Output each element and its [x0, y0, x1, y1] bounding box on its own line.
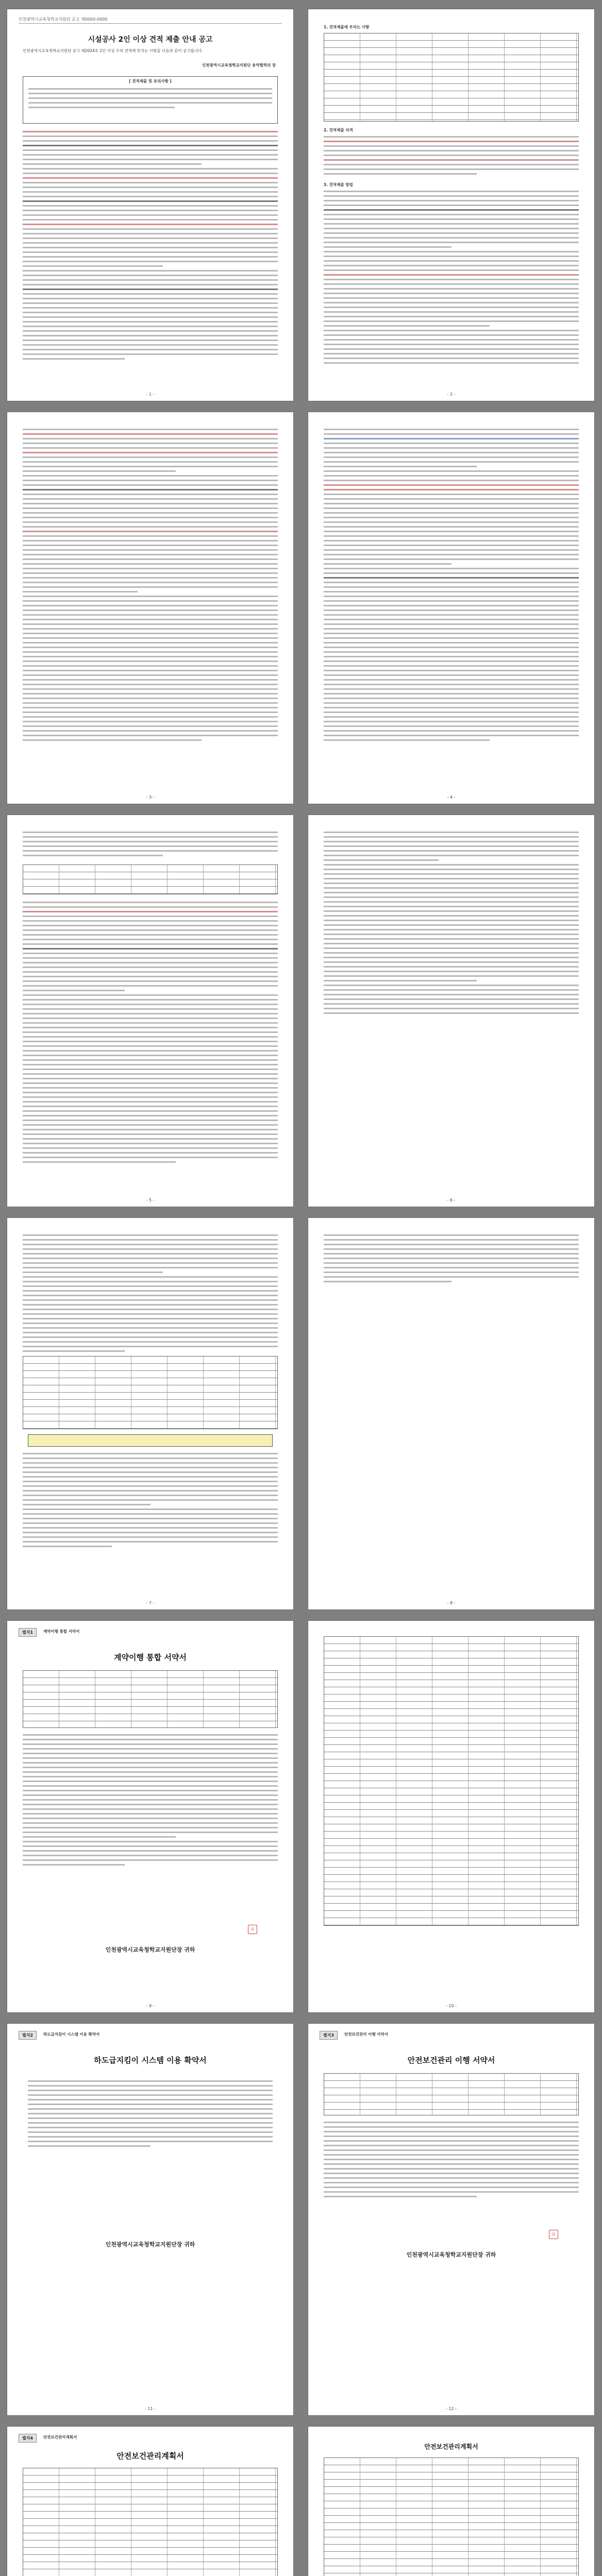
page-3: [7, 412, 293, 804]
form-title: 안전보건관리계획서: [424, 2443, 478, 2450]
body-text: [23, 429, 278, 744]
form-table: [23, 2468, 278, 2576]
form-page-6: [308, 2427, 594, 2576]
intro-text: 인천광역시교육청학교지원단 공고 제2024호 2인 이상 수의 견적에 부치는 사항을 다음과 같이 공고합니다.: [23, 48, 203, 53]
form-table: [324, 1636, 579, 1926]
form-title: 계약이행 통합 서약서: [114, 1653, 187, 1662]
form-label: 하도급지킴이 시스템 이용 확약서: [43, 2032, 100, 2037]
form-body: [23, 1734, 278, 1869]
body-text: [324, 832, 579, 1017]
page-number: - 8 -: [447, 1601, 456, 1605]
form-title: 안전보건관리 이행 서약서: [407, 2056, 495, 2065]
body-text: [23, 902, 278, 1166]
page-number: - 3 -: [146, 795, 155, 800]
body-text: [324, 191, 579, 367]
page-4: [308, 412, 594, 804]
page-number: - 6 -: [447, 1198, 456, 1202]
notice-box: [23, 76, 278, 124]
body-text: [324, 136, 579, 178]
form-body: [324, 2122, 579, 2200]
body-text: [324, 429, 579, 744]
form-label: 안전보건관리 이행 서약서: [344, 2032, 388, 2037]
penalty-table: [23, 865, 278, 894]
form-tag: 별지3: [320, 2031, 338, 2040]
page-number: - 1 -: [146, 392, 155, 397]
form-page-4: [308, 2024, 594, 2415]
page-number: - 9 -: [146, 2004, 155, 2008]
page-7: [7, 1218, 293, 1609]
form-addressee: 인천광역시교육청학교지원단장 귀하: [105, 1946, 195, 1953]
integrity-table: [23, 1356, 278, 1429]
body-text: [324, 1234, 579, 1285]
body-text: [23, 1453, 278, 1550]
form-addressee: 인천광역시교육청학교지원단장 귀하: [105, 2241, 195, 2248]
highlight-box: [28, 1434, 273, 1447]
page-number: - 11 -: [144, 2406, 156, 2411]
body-text: [23, 832, 278, 859]
form-label: 계약이행 통합 서약서: [43, 1629, 80, 1634]
page-5: [7, 815, 293, 1207]
page-number: - 5 -: [146, 1198, 155, 1202]
seal-mark: 印: [549, 2230, 558, 2239]
body-text: [23, 1234, 278, 1355]
form-tag: 별지2: [19, 2031, 37, 2040]
page-8: [308, 1218, 594, 1609]
section-heading: 2. 견적제출 자격: [324, 128, 353, 132]
page-number: - 7 -: [146, 1601, 155, 1605]
page-number: - 4 -: [447, 795, 456, 800]
notice-box-title: [ 견적제출 및 유의사항 ]: [129, 79, 172, 83]
form-tag: 별지4: [19, 2434, 37, 2443]
page-number: - 12 -: [445, 2406, 457, 2411]
section-heading: 1. 견적제출에 부치는 사항: [324, 25, 370, 29]
form-page-1: [7, 1621, 293, 2012]
body-text: [23, 131, 278, 363]
info-table: [324, 33, 579, 122]
form-title: 하도급지킴이 시스템 이용 확약서: [94, 2056, 207, 2065]
section-heading: 3. 견적제출 방법: [324, 182, 353, 187]
page-number: - 2 -: [447, 392, 456, 397]
form-table: [324, 2458, 579, 2576]
form-table: [324, 2073, 579, 2115]
page-title: 시설공사 2인 이상 견적 제출 안내 공고: [88, 36, 213, 44]
page-header: 인천광역시교육청학교지원단 공고 제0000-0000: [19, 16, 282, 24]
form-table: [23, 1670, 278, 1728]
page-1: [7, 9, 293, 401]
form-tag: 별지1: [19, 1628, 37, 1637]
page-6: [308, 815, 594, 1207]
form-page-5: [7, 2427, 293, 2576]
issuer-text: 인천광역시교육청학교지원단 용역협력의 장: [202, 63, 276, 67]
page-number: - 10 -: [445, 2004, 457, 2008]
form-body: [28, 2080, 273, 2150]
form-label: 안전보건관리계획서: [43, 2435, 77, 2439]
form-title: 안전보건관리계획서: [116, 2451, 184, 2461]
form-addressee: 인천광역시교육청학교지원단장 귀하: [406, 2251, 496, 2258]
page-2: [308, 9, 594, 401]
form-page-3: [7, 2024, 293, 2415]
seal-mark: 印: [248, 1925, 257, 1934]
form-page-2: [308, 1621, 594, 2012]
